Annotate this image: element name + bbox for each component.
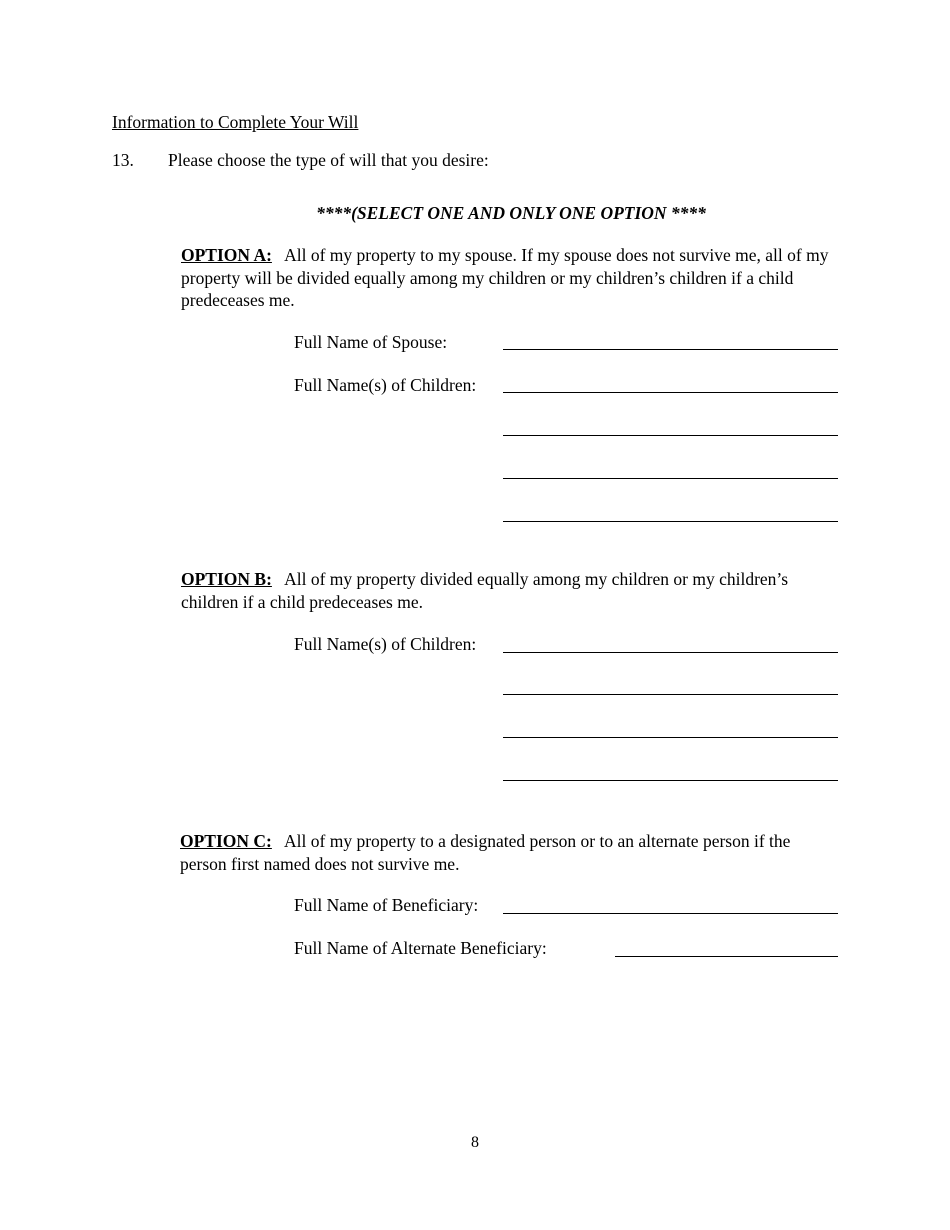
question-text: Please choose the type of will that you desire: [168, 150, 489, 170]
option-c-text: All of my property to a designated person or to an alternate person if the person first named does not survive me. [180, 831, 791, 874]
option-b-text: All of my property divided equally among my children or my children’s children if a child predeceases me. [181, 569, 789, 612]
option-b-child-field-2[interactable] [503, 694, 838, 695]
option-b-child-field-4[interactable] [503, 780, 838, 781]
option-a-child-field-4[interactable] [503, 521, 838, 522]
select-instruction: ****(SELECT ONE AND ONLY ONE OPTION **** [316, 203, 706, 223]
option-a-child-field-2[interactable] [503, 435, 838, 436]
page-number: 8 [471, 1134, 479, 1151]
option-b-label: OPTION B: [181, 569, 272, 589]
option-b-child-field-3[interactable] [503, 737, 838, 738]
option-c-beneficiary-label: Full Name of Beneficiary: [294, 895, 479, 915]
question-number: 13. [112, 150, 134, 170]
option-a-children-label: Full Name(s) of Children: [294, 375, 477, 395]
option-a-child-field-3[interactable] [503, 478, 838, 479]
option-a-paragraph [181, 244, 836, 312]
option-a-child-field-1[interactable] [503, 392, 838, 393]
option-c-paragraph [180, 830, 820, 875]
option-a-label: OPTION A: [181, 245, 272, 265]
option-a-text: All of my property to my spouse. If my spouse does not survive me, all of my property will be divided equally among my children or my children’s children if a child predeceases me. [181, 245, 829, 310]
option-c-label: OPTION C: [180, 831, 272, 851]
section-heading: Information to Complete Your Will [112, 112, 359, 132]
option-a-spouse-field[interactable] [503, 349, 838, 350]
option-c-alternate-field[interactable] [615, 956, 838, 957]
option-c-alternate-label: Full Name of Alternate Beneficiary: [294, 938, 547, 958]
option-b-children-label: Full Name(s) of Children: [294, 634, 477, 654]
option-b-child-field-1[interactable] [503, 652, 838, 653]
option-a-spouse-label: Full Name of Spouse: [294, 332, 448, 352]
option-b-paragraph [181, 568, 841, 613]
option-c-beneficiary-field[interactable] [503, 913, 838, 914]
